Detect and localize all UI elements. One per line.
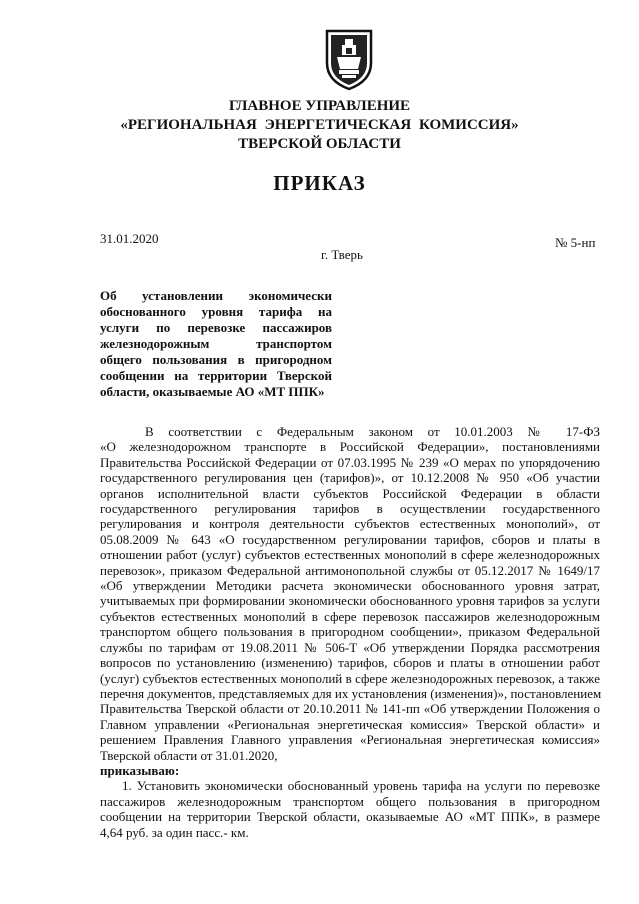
org-name-line-2: «РЕГИОНАЛЬНАЯ ЭНЕРГЕТИЧЕСКАЯ КОМИССИЯ» — [120, 117, 519, 133]
preamble-line: «Об утверждении Методики расчета экономически обоснованного уровня затрат, — [100, 578, 600, 594]
preamble-line: субъектов естественных монополий в сфере перевозок пассажиров железнодорожным — [100, 608, 600, 624]
subject-line: сообщении на территории Тверской — [100, 368, 332, 383]
preamble-line: «О железнодорожном транспорте в Российской Федерации», постановлениями — [100, 439, 600, 455]
preamble-line: перевозок», приказом Федеральной антимонопольной службы от 05.12.2017 № 1649/17 — [100, 562, 600, 578]
preamble-line: перечня документов, представляемых для их установления (изменения)», постановлением — [100, 685, 602, 701]
subject-line: общего пользования в пригородном — [100, 352, 332, 367]
preamble-line: В соответствии с Федеральным законом от 10.01.2003 № 17-ФЗ — [145, 424, 600, 439]
document-number: № 5-нп — [555, 235, 596, 250]
preamble-line: отношении работ (услуг) субъектов естественных монополий в сфере железнодорожных — [100, 547, 600, 563]
preamble-line: государственного регулирования цен (тарифов)», от 10.12.2008 № 950 «Об участии — [100, 470, 600, 486]
preamble-line: Правительства Тверской области от 20.10.2011 № 141-пп «Об утверждении Положения о — [100, 701, 600, 717]
org-name-line-3: ТВЕРСКОЙ ОБЛАСТИ — [238, 136, 401, 152]
document-city: г. Тверь — [321, 247, 363, 262]
subject-line: Об установлении экономически — [100, 288, 332, 303]
item-1-line: пассажиров железнодорожным транспортом общего пользования в пригородном — [100, 793, 600, 809]
subject-line: железнодорожным транспортом — [100, 336, 332, 351]
document-date: 31.01.2020 — [100, 231, 159, 246]
preamble-line: учитываемых при формировании экономически обоснованного уровня тарифов за услуги — [100, 593, 600, 609]
preamble-line: решением Правления Главного управления «Региональная энергетическая комиссия» — [100, 732, 600, 748]
item-1-line: сообщении на территории Тверской области, оказываемые АО «МТ ППК», в размере — [100, 809, 600, 825]
document-body — [100, 424, 600, 840]
preamble-line: вопросов по установлению (изменению) тарифов, сборов и платы в отношении работ — [100, 655, 600, 671]
item-1-line: 4,64 руб. за один пасс.- км. — [100, 824, 249, 840]
preamble-line: (услуг) субъектов естественных монополий в сфере железнодорожных перевозок, а также — [100, 670, 600, 686]
subject-line: обоснованного уровня тарифа на — [100, 304, 332, 319]
preamble-line: Тверской области от 31.01.2020, — [100, 747, 278, 763]
subject-line: услуги по перевозке пассажиров — [100, 320, 332, 335]
preamble-line: регулирования и контроля деятельности субъектов естественных монополий», от — [100, 516, 600, 532]
preamble-line: 05.08.2009 № 643 «О государственном регулировании тарифов, сборов и платы в — [100, 531, 600, 547]
org-name-line-1: ГЛАВНОЕ УПРАВЛЕНИЕ — [228, 98, 411, 114]
preamble-line: службы по тарифам от 19.08.2011 № 506-Т «Об утверждении Порядка рассмотрения — [100, 639, 600, 655]
subject-line: области, оказываемые АО «МТ ППК» — [100, 384, 325, 399]
order-word: приказываю: — [100, 762, 180, 778]
preamble-line: органов исполнительной власти субъектов Российской Федерации в области — [100, 485, 600, 501]
preamble-line: государственного регулирования тарифов в осуществлении государственного — [100, 501, 600, 517]
document-type-title: ПРИКАЗ — [273, 171, 366, 195]
preamble-line: транспортом общего пользования в пригородном сообщении», приказом Федеральной — [100, 624, 600, 640]
preamble-line: Правительства Российской Федерации от 07.03.1995 № 239 «О мерах по упорядочению — [100, 454, 600, 470]
document-subject — [100, 288, 332, 400]
preamble-line: Главном управлении «Региональная энергетическая комиссия» Тверской области» и — [100, 716, 600, 732]
item-1-line: 1. Установить экономически обоснованный уровень тарифа на услуги по перевозке — [122, 778, 600, 794]
coat-of-arms-emblem — [323, 29, 375, 91]
